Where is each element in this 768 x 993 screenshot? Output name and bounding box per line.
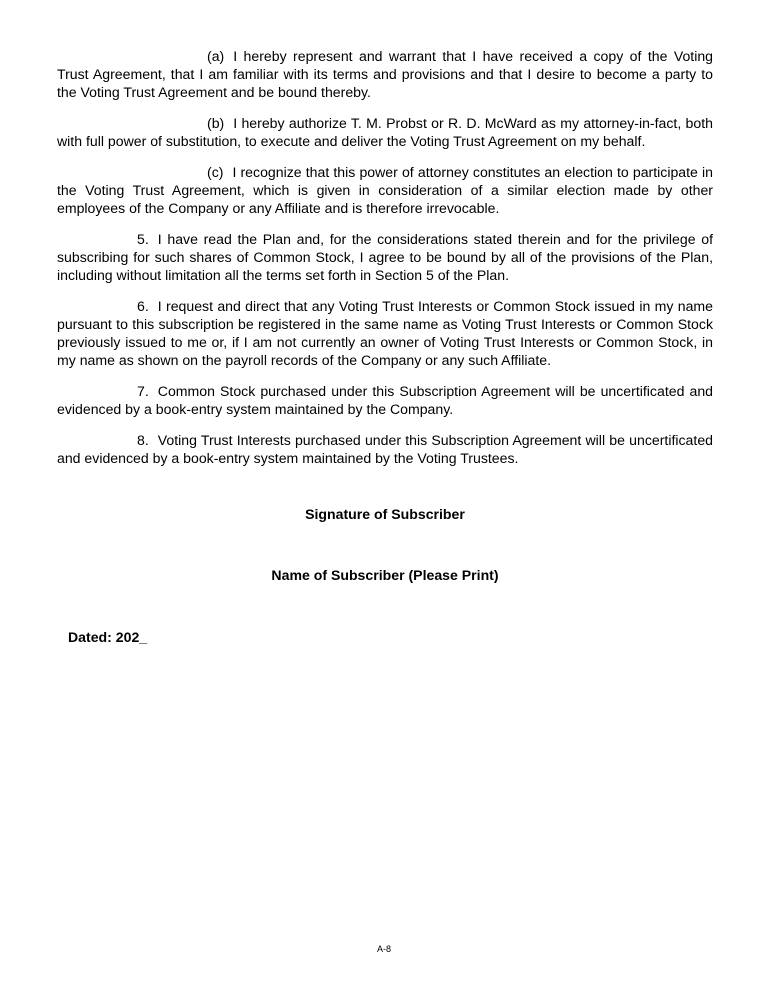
- paragraph-8-label: 8.: [137, 432, 149, 448]
- paragraph-a: [57, 47, 713, 101]
- paragraph-8: [57, 431, 713, 467]
- paragraph-b: [57, 114, 713, 150]
- paragraph-6-label: 6.: [137, 298, 149, 314]
- paragraph-5: [57, 230, 713, 284]
- paragraph-c-text: I recognize that this power of attorney constitutes an election to participate in the Voting Trust Agreement, which is given in consideration of a similar election made by other employees of the Company or any Affiliate and is therefore irrevocable.: [57, 164, 713, 216]
- paragraph-7-label: 7.: [137, 383, 149, 399]
- paragraph-6-text: I request and direct that any Voting Trust Interests or Common Stock issued in my name pursuant to this subscription be registered in the same name as Voting Trust Interests or Common Stock previously issued to me or, if I am not currently an owner of Voting Trust Interests or Common Stock, in my name as shown on the payroll records of the Company or any such Affiliate.: [57, 298, 713, 368]
- document-page: [57, 47, 713, 645]
- page-number: A-8: [376, 944, 391, 954]
- paragraph-b-text: I hereby authorize T. M. Probst or R. D. McWard as my attorney-in-fact, both with full power of substitution, to execute and deliver the Voting Trust Agreement on my behalf.: [57, 115, 713, 149]
- paragraph-5-label: 5.: [137, 231, 149, 247]
- paragraph-a-label: (a): [207, 48, 225, 64]
- paragraph-6: [57, 297, 713, 369]
- dated-label: Dated: 202_: [68, 629, 148, 645]
- paragraph-a-text: I hereby represent and warrant that I have received a copy of the Voting Trust Agreement, that I am familiar with its terms and provisions and that I desire to become a party to the Voting Trust Agreement and be bound thereby.: [57, 48, 713, 100]
- signature-of-subscriber-label: Signature of Subscriber: [305, 506, 465, 522]
- paragraph-b-label: (b): [207, 115, 225, 131]
- paragraph-7-text: Common Stock purchased under this Subscription Agreement will be uncertificated and evidenced by a book-entry system maintained by the Company.: [57, 383, 713, 417]
- paragraph-c-label: (c): [207, 164, 224, 180]
- paragraph-c: [57, 163, 713, 217]
- paragraph-5-text: I have read the Plan and, for the considerations stated therein and for the privilege of subscribing for such shares of Common Stock, I agree to be bound by all of the provisions of the Plan, including without limitation all the terms set forth in Section 5 of the Plan.: [57, 231, 713, 283]
- paragraph-8-text: Voting Trust Interests purchased under this Subscription Agreement will be uncertificated and evidenced by a book-entry system maintained by the Voting Trustees.: [57, 432, 713, 466]
- paragraph-7: [57, 382, 713, 418]
- name-of-subscriber-label: Name of Subscriber (Please Print): [271, 567, 499, 583]
